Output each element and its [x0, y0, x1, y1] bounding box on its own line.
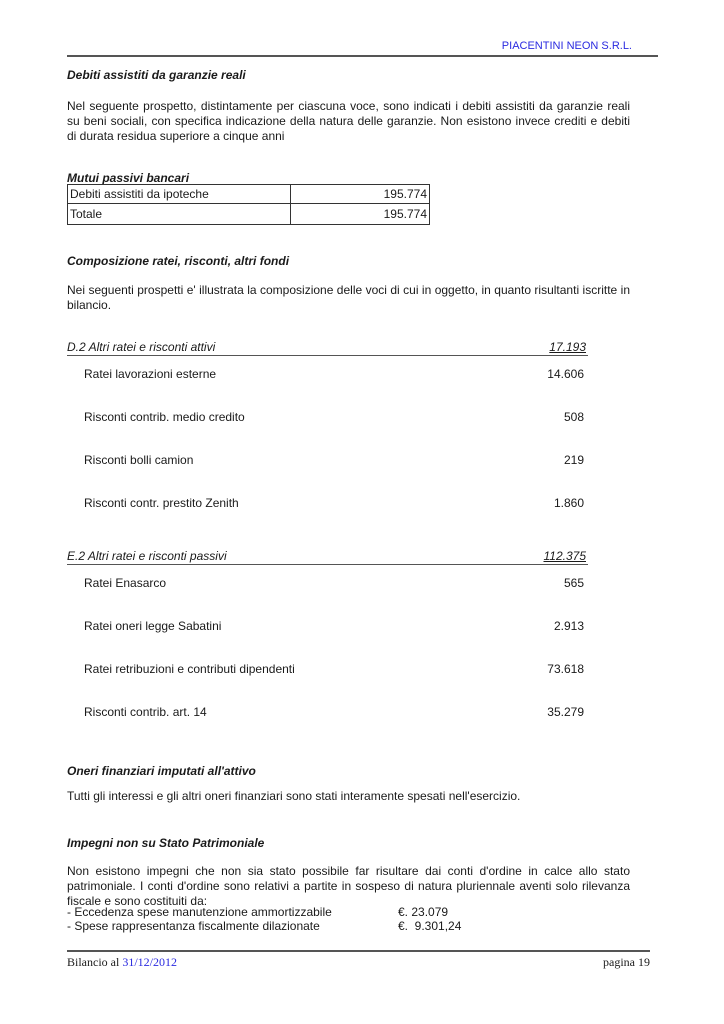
table-row-total	[68, 204, 430, 225]
item-label: Risconti bolli camion	[84, 453, 194, 467]
company-name: PIACENTINI NEON S.R.L.	[501, 40, 632, 52]
item-value: 565	[563, 576, 584, 590]
list-item	[67, 905, 487, 920]
group-label: E.2 Altri ratei e risconti passivi	[67, 549, 227, 563]
row-label: Totale	[68, 204, 291, 225]
paragraph-impegni: Non esistono impegni che non sia stato possibile far risultare dai conti d'ordine in calce allo stato patrimoniale. I conti d'ordine sono relativi a partite in sospeso di natura pluriennale aventi solo rilevanza fiscale e sono costituiti da:	[67, 864, 630, 908]
item-label: Risconti contr. prestito Zenith	[84, 496, 239, 510]
section-title-impegni: Impegni non su Stato Patrimoniale	[67, 836, 265, 850]
group-total: 112.375	[543, 549, 586, 563]
item-label: - Eccedenza spese manutenzione ammortizzabile	[67, 905, 332, 919]
list-item	[84, 576, 584, 591]
group-header-d2	[67, 340, 588, 356]
group-header-e2	[67, 549, 588, 565]
paragraph-debiti: Nel seguente prospetto, distintamente per ciascuna voce, sono indicati i debiti assistiti da garanzie reali su beni sociali, con specifica indicazione della natura delle garanzie. Non esistono invece crediti e debiti di durata residua superiore a cinque anni	[67, 99, 630, 143]
item-value: 14.606	[547, 367, 584, 381]
item-label: Ratei Enasarco	[84, 576, 167, 590]
item-value: 219	[563, 453, 584, 467]
list-item	[84, 453, 584, 468]
row-value: 195.774	[291, 185, 430, 204]
list-item	[84, 410, 584, 425]
item-label: Risconti contrib. medio credito	[84, 410, 245, 424]
section-title-debiti: Debiti assistiti da garanzie reali	[67, 68, 246, 82]
list-item	[84, 705, 584, 720]
item-value: €. 23.079	[398, 905, 449, 919]
item-value: 508	[563, 410, 584, 424]
list-item	[84, 662, 584, 677]
paragraph-ratei: Nei seguenti prospetti e' illustrata la composizione delle voci di cui in oggetto, in quanto risultanti iscritte in bilancio.	[67, 283, 630, 312]
footer-date: 31/12/2012	[122, 955, 177, 969]
list-item	[67, 919, 487, 934]
item-value: 1.860	[553, 496, 584, 510]
row-label: Debiti assistiti da ipoteche	[68, 185, 291, 204]
section-title-ratei: Composizione ratei, risconti, altri fondi	[67, 254, 290, 268]
item-label: Risconti contrib. art. 14	[84, 705, 207, 719]
footer-divider	[67, 950, 650, 952]
section-title-oneri: Oneri finanziari imputati all'attivo	[67, 764, 256, 778]
row-value: 195.774	[291, 204, 430, 225]
item-label: Ratei oneri legge Sabatini	[84, 619, 222, 633]
group-total: 17.193	[549, 340, 586, 354]
table-title-mutui: Mutui passivi bancari	[67, 171, 190, 185]
paragraph-oneri: Tutti gli interessi e gli altri oneri finanziari sono stati interamente spesati nell'esercizio.	[67, 789, 521, 803]
mutui-table	[67, 184, 430, 225]
group-label: D.2 Altri ratei e risconti attivi	[67, 340, 216, 354]
item-value: 73.618	[547, 662, 584, 676]
item-value: 35.279	[547, 705, 584, 719]
header-divider	[67, 55, 658, 57]
list-item	[84, 367, 584, 382]
item-label: Ratei retribuzioni e contributi dipendenti	[84, 662, 295, 676]
item-label: - Spese rappresentanza fiscalmente dilazionate	[67, 919, 320, 933]
item-label: Ratei lavorazioni esterne	[84, 367, 217, 381]
table-row	[68, 185, 430, 204]
footer-date-label	[67, 955, 177, 970]
footer-prefix: Bilancio al	[67, 955, 123, 969]
list-item	[84, 619, 584, 634]
item-value: €. 9.301,24	[398, 919, 462, 933]
page-number: pagina 19	[603, 955, 650, 969]
item-value: 2.913	[553, 619, 584, 633]
list-item	[84, 496, 584, 511]
